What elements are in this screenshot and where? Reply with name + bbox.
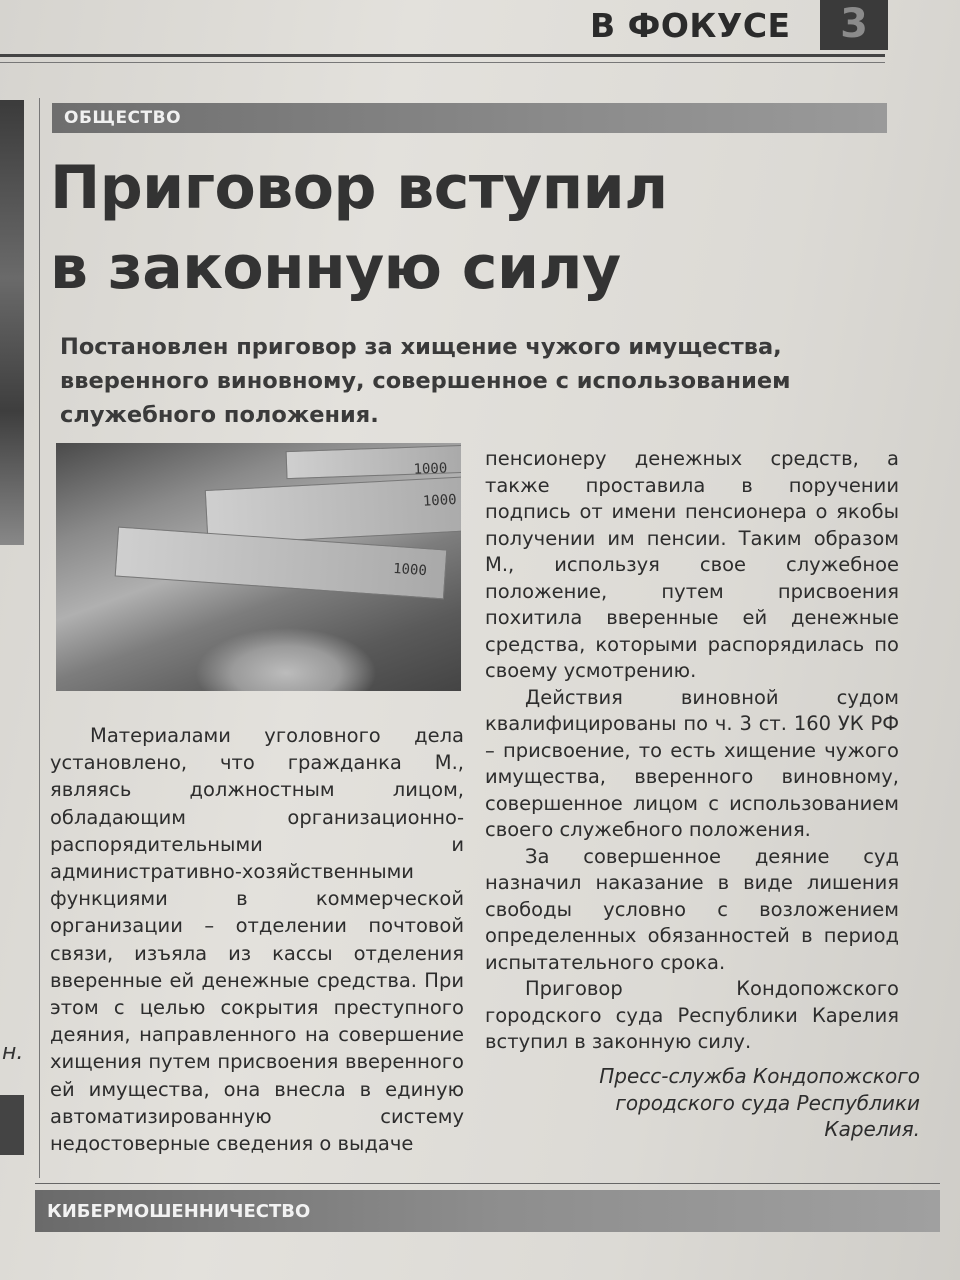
banknote	[115, 527, 448, 600]
next-rubric-bar	[35, 1190, 940, 1232]
article-headline	[50, 148, 890, 308]
header-rule	[0, 54, 885, 57]
page-number: 3	[820, 0, 888, 50]
headline-line-1: Приговор вступил	[50, 153, 668, 223]
adjacent-column-block-fragment	[0, 1095, 24, 1155]
rubric-label: ОБЩЕСТВО	[64, 108, 182, 128]
header-rule-thin	[0, 62, 885, 63]
article-lead: Постановлен приговор за хищение чужого имущества, вверенного виновному, совершенное с использованием служебного положения.	[60, 334, 791, 428]
rubric-bar	[52, 103, 887, 133]
adjacent-column-text-fragment: н.	[2, 1040, 24, 1065]
article-paragraph: За совершенное деяние суд назначил наказание в виде лишения свободы условно с возложением определенных обязанностей в период испытательного срока.	[485, 844, 899, 974]
bottom-rule	[35, 1183, 940, 1184]
next-rubric-label: КИБЕРМОШЕННИЧЕСТВО	[47, 1201, 311, 1222]
column-divider	[39, 98, 40, 1178]
article-signature: Пресс-служба Кондопожского городского суда Республики Карелия.	[599, 1064, 920, 1141]
banknote	[286, 445, 461, 479]
banknote-label: 1000	[392, 560, 428, 580]
article-paragraph: Материалами уголовного дела установлено, что гражданка М., являясь должностным лицом, обладающим организационно-распорядительными и административно-хозяйственными функциями в коммерческой организации – отделении почтовой связи, изъяла из кассы отделения вверенные ей денежные средства. При этом с целью сокрытия преступного деяния, направленного на совершение хищения путем присвоения вверенного ей имущества, она внесла в единую автоматизированную систему недостоверные сведения о выдаче	[50, 724, 464, 1156]
adjacent-column-photo-fragment	[0, 100, 24, 545]
banknote-label: 1000	[413, 460, 448, 478]
article-column-right	[485, 446, 899, 1056]
section-title: В ФОКУСЕ	[590, 6, 791, 45]
article-paragraph: Приговор Кондопожского городского суда Республики Карелия вступил в законную силу.	[485, 977, 899, 1053]
article-photo-banknotes	[56, 443, 461, 691]
article-paragraph: Действия виновной судом квалифицированы по ч. 3 ст. 160 УК РФ – присвоение, то есть хищение чужого имущества, вверенного виновному, совершенное лицом с использованием своего служебного положения.	[485, 685, 899, 841]
headline-line-2: в законную силу	[50, 233, 621, 303]
banknote-label: 1000	[422, 491, 458, 510]
article-column-left	[50, 722, 464, 1157]
page-header	[0, 0, 960, 58]
article-paragraph: пенсионеру денежных средств, а также проставила в поручении подпись от имени пенсионера о якобы получении им пенсии. Таким образом М., используя свое служебное положение, путем присвоения похитила вверенные ей денежные средства, которыми распорядилась по своему усмотрению.	[485, 447, 899, 682]
